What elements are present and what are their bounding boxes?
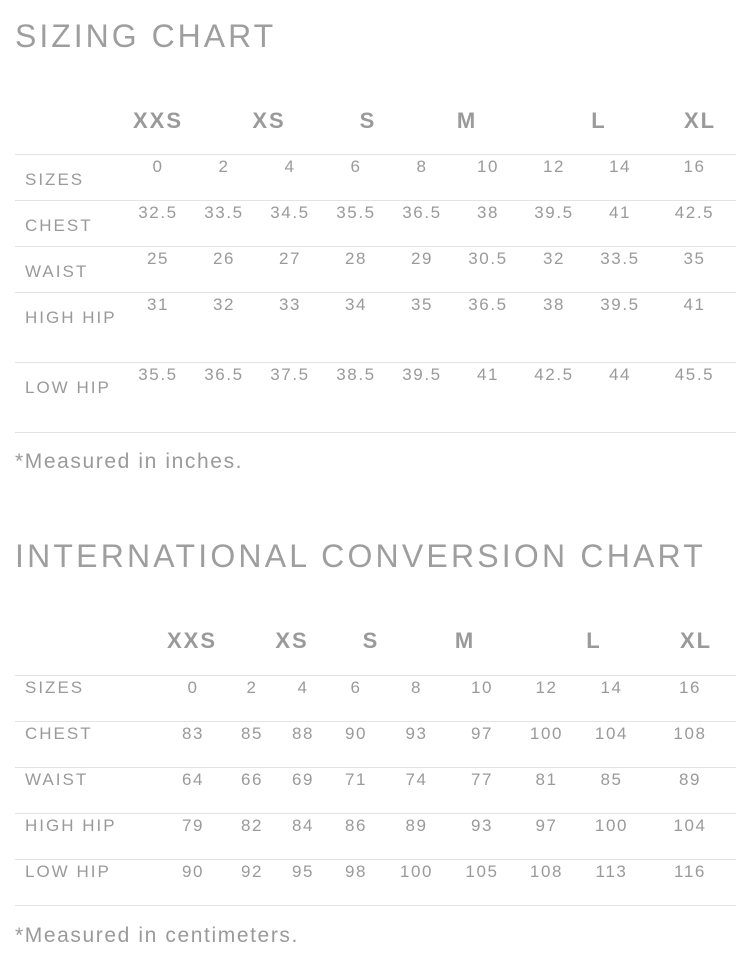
cell: 32: [542, 249, 566, 268]
cell: 83: [181, 724, 205, 743]
row-label-high-hip: HIGH HIP: [25, 308, 117, 327]
size-label-l: L: [591, 108, 607, 133]
size-label-xs: XS: [275, 628, 309, 653]
table-row: [15, 676, 736, 722]
cell: 25: [146, 249, 170, 268]
cell: 4: [284, 157, 296, 176]
cell: 14: [608, 157, 632, 176]
cell: 36.5: [468, 295, 508, 314]
cell: 16: [678, 678, 702, 697]
cell: 10: [476, 157, 500, 176]
table-row: [15, 201, 736, 247]
cell: 6: [350, 157, 362, 176]
cell: 89: [678, 770, 702, 789]
cell: 100: [529, 724, 564, 743]
row-label-chest: CHEST: [25, 216, 93, 235]
cell: 36.5: [402, 203, 442, 222]
row-label-sizes: SIZES: [25, 678, 85, 697]
cell: 38: [476, 203, 500, 222]
sizing-chart-table: [15, 154, 736, 433]
size-label-xs: XS: [252, 108, 286, 133]
cell: 93: [405, 724, 428, 743]
cell: 41: [608, 203, 632, 222]
cell: 26: [212, 249, 236, 268]
cell: 93: [470, 816, 494, 835]
cell: 71: [344, 770, 368, 789]
cell: 34: [344, 295, 368, 314]
size-label-s: S: [362, 628, 380, 653]
size-label-xxs: XXS: [166, 628, 218, 653]
cell: 85: [240, 724, 264, 743]
cell: 35.5: [138, 365, 178, 384]
size-label-xxs: XXS: [132, 108, 184, 133]
size-label-s: S: [359, 108, 377, 133]
cell: 92: [240, 862, 264, 881]
cell: 29: [410, 249, 434, 268]
size-label-m: M: [456, 108, 478, 133]
row-label-low-hip: LOW HIP: [25, 862, 111, 881]
cell: 84: [291, 816, 315, 835]
cell: 45.5: [674, 365, 715, 384]
cell: 42.5: [674, 203, 715, 222]
cell: 33.5: [204, 203, 244, 222]
cell: 100: [594, 816, 629, 835]
cell: 41: [476, 365, 500, 384]
cell: 10: [470, 678, 494, 697]
cell: 12: [535, 678, 558, 697]
table-row: [15, 293, 736, 363]
cell: 33.5: [600, 249, 640, 268]
row-label-sizes: SIZES: [25, 170, 85, 189]
size-label-xl: XL: [679, 628, 713, 653]
sizing-chart-size-header: [15, 108, 736, 138]
cell: 116: [674, 862, 706, 881]
table-row: [15, 247, 736, 293]
cell: 36.5: [204, 365, 244, 384]
conversion-chart-table: [15, 675, 736, 906]
cell: 90: [181, 862, 205, 881]
cell: 37.5: [270, 365, 310, 384]
conversion-chart-title: INTERNATIONAL CONVERSION CHART: [15, 538, 707, 574]
sizing-chart-footnote: *Measured in inches.: [15, 450, 244, 473]
row-label-low-hip: LOW HIP: [25, 378, 111, 397]
size-label-l: L: [586, 628, 602, 653]
cell: 39.5: [402, 365, 442, 384]
table-row: [15, 363, 736, 433]
cell: 82: [240, 816, 264, 835]
sizing-chart-title: SIZING CHART: [15, 18, 277, 54]
cell: 113: [595, 862, 628, 881]
cell: 8: [410, 678, 423, 697]
cell: 33: [278, 295, 302, 314]
size-label-m: M: [454, 628, 476, 653]
cell: 12: [542, 157, 566, 176]
table-row: [15, 860, 736, 906]
cell: 38: [542, 295, 566, 314]
table-row: [15, 722, 736, 768]
cell: 97: [535, 816, 558, 835]
cell: 32.5: [138, 203, 178, 222]
cell: 108: [529, 862, 564, 881]
cell: 98: [344, 862, 368, 881]
cell: 2: [246, 678, 258, 697]
cell: 39.5: [534, 203, 574, 222]
cell: 86: [344, 816, 368, 835]
cell: 35.5: [336, 203, 376, 222]
cell: 2: [218, 157, 230, 176]
cell: 41: [683, 295, 706, 314]
cell: 6: [350, 678, 362, 697]
cell: 42.5: [534, 365, 574, 384]
cell: 35: [410, 295, 434, 314]
cell: 30.5: [468, 249, 508, 268]
row-label-high-hip: HIGH HIP: [25, 816, 117, 835]
cell: 74: [405, 770, 428, 789]
conversion-chart-size-header: [15, 628, 736, 658]
cell: 0: [187, 678, 199, 697]
cell: 69: [291, 770, 315, 789]
cell: 97: [470, 724, 494, 743]
cell: 95: [291, 862, 315, 881]
cell: 28: [344, 249, 368, 268]
cell: 89: [405, 816, 428, 835]
cell: 14: [600, 678, 623, 697]
cell: 104: [673, 816, 707, 835]
cell: 38.5: [336, 365, 376, 384]
cell: 79: [181, 816, 205, 835]
row-label-waist: WAIST: [25, 770, 89, 789]
cell: 0: [152, 157, 164, 176]
cell: 27: [278, 249, 302, 268]
table-row: [15, 814, 736, 860]
row-label-chest: CHEST: [25, 724, 93, 743]
table-row: [15, 155, 736, 201]
cell: 100: [399, 862, 434, 881]
cell: 77: [470, 770, 494, 789]
cell: 105: [465, 862, 499, 881]
size-label-xl: XL: [683, 108, 717, 133]
conversion-chart-footnote: *Measured in centimeters.: [15, 924, 299, 947]
row-label-waist: WAIST: [25, 262, 89, 281]
cell: 8: [416, 157, 428, 176]
cell: 32: [212, 295, 236, 314]
cell: 16: [683, 157, 706, 176]
cell: 34.5: [270, 203, 310, 222]
table-row: [15, 768, 736, 814]
cell: 4: [297, 678, 309, 697]
cell: 66: [240, 770, 264, 789]
cell: 88: [291, 724, 315, 743]
cell: 31: [146, 295, 170, 314]
cell: 35: [683, 249, 706, 268]
cell: 108: [673, 724, 707, 743]
cell: 90: [344, 724, 368, 743]
cell: 81: [535, 770, 558, 789]
cell: 104: [594, 724, 629, 743]
cell: 64: [181, 770, 205, 789]
cell: 85: [600, 770, 623, 789]
cell: 44: [608, 365, 632, 384]
cell: 39.5: [600, 295, 640, 314]
